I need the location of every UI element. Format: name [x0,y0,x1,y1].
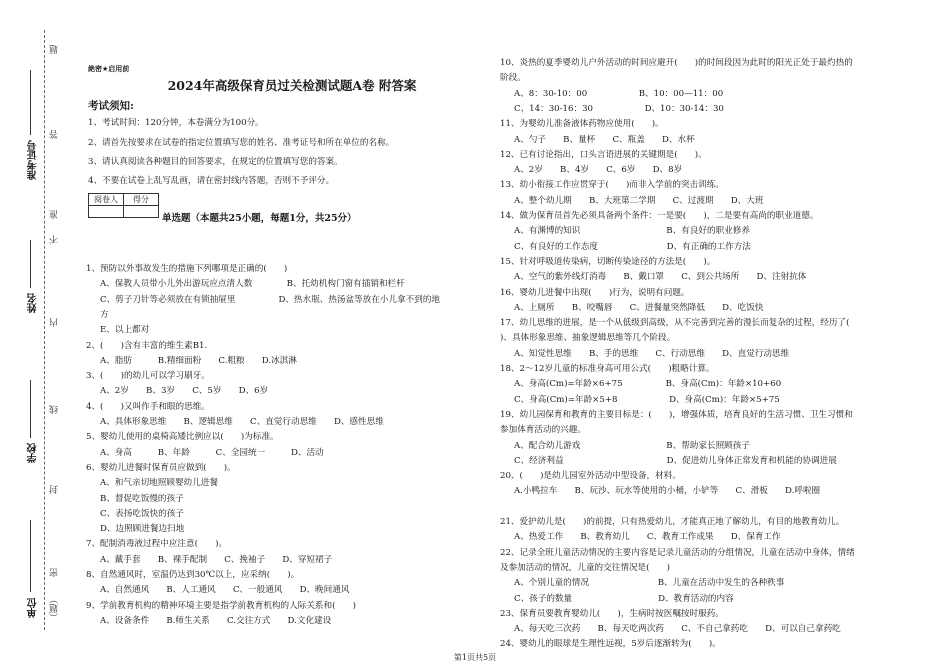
question-line: 13、幼小衔接工作应贯穿于( )而非入学前的突击训练。 [500,180,724,191]
notice-item: 3、请认真阅读各种题目的回答要求，在规定的位置填写您的答案。 [88,157,343,167]
section-title: 单选题（本题共25小题，每题1分，共25分） [162,213,357,224]
question-line: A、戴手套 B、裸手配制 C、挽袖子 D、穿短裙子 [100,554,333,565]
question-line: A、上厕所 B、咬嘴唇 C、进餐量突然降低 D、吃饭快 [514,302,764,313]
margin-mark: 封 [50,485,60,494]
grader-cell[interactable] [89,206,124,218]
margin-mark: 线 [50,405,60,414]
question-line: 20、( )是幼儿园室外活动中型设备，材料。 [500,471,681,482]
name-label: 姓名 [28,293,39,313]
question-line: 11、为婴幼儿准备液体药物应使用( )。 [500,119,664,130]
question-line: 24、婴幼儿的眼球是生理性远视，5岁后逐渐转为( )。 [500,639,721,650]
question-line: C、表扬吃饭快的孩子 [100,508,184,519]
question-line: A、有渊博的知识 B、有良好的职业修养 [514,226,750,237]
question-line: C、14：30-16：30 D、10：30-14：30 [514,103,724,114]
question-line: C、经济利益 D、促进幼儿身体正常发育和机能的协调进展 [514,455,837,466]
question-line: 及参加活动的情况，儿童的交往情况是( ) [500,562,670,573]
question-line: C、孩子的数量 D、教育活动的内容 [514,593,734,604]
question-line: A、2岁 B、3岁 C、5岁 D、6岁 [100,386,269,397]
binding-margin [0,0,60,671]
question-line: C、有良好的工作态度 D、有正确的工作方法 [514,241,751,252]
secret-label: 絶密★启用前 [88,65,130,73]
unit-label: 单位 [28,598,39,618]
page-title: 2024年高级保育员过关检测试题A卷 附答案 [167,78,417,93]
question-line: A、配合幼儿游戏 B、帮助家长照顾孩子 [514,440,750,451]
question-line: A、具体形象思维 B、逻辑思维 C、直觉行动思维 D、感性思维 [100,417,384,427]
seal-line [44,30,45,630]
question-line: C、身高(Cm)=年龄×5+8 D、身高(Cm)：年龄×5+75 [514,394,780,405]
question-line: B、督促吃饭慢的孩子 [100,493,184,504]
question-line: A、8：30-10：00 B、10：00—11：00 [514,88,724,99]
school-label: 学校 [28,443,39,463]
question-line: 16、婴幼儿进餐中出现( )行为，说明有问题。 [500,287,690,298]
question-line: 9、学前教育机构的精神环境主要是指学前教育机构的人际关系和( ) [86,600,356,611]
question-line: 15、针对呼吸道传染病，切断传染途径的方法是( )。 [500,256,716,267]
question-line: )、具体形象思维、抽象逻辑思维等几个阶段。 [500,333,676,344]
unit-field[interactable] [30,520,31,592]
school-field[interactable] [30,380,31,438]
notice-item: 4、不要在试卷上乱写乱画，请在密封线内答题，否则不予评分。 [88,176,335,186]
margin-mark: 密 [50,568,60,577]
question-line: 23、保育员要教育婴幼儿( )，生病时按医嘱按时服药。 [500,608,724,619]
question-line: A、空气的紫外线灯消毒 B、戴口罩 C、到公共场所 D、注射抗体 [514,272,807,283]
question-line: A、和气亲切地照顾婴幼儿进餐 [100,478,218,489]
question-line: 3、( )的幼儿可以学习刷牙。 [86,371,210,382]
margin-mark: 题 [50,45,60,54]
question-line: 22、记录全班儿童活动情况的主要内容是记录儿童活动的分组情况，儿童在活动中身体，情绪 [500,547,855,558]
question-line: 方 [100,309,109,320]
question-line: 8、自然通风时，室温仍达到30℃以上，应采纳( )。 [86,570,300,580]
margin-mark: （题） [50,595,60,622]
question-line: 19、幼儿园保育和教育的主要目标是：( )，增强体质，培育良好的生活习惯、卫生习惯和 [500,409,853,420]
question-line: 5、婴幼儿使用的桌椅高矮比例应以( )为标准。 [86,432,279,443]
question-line: D、边照顾进餐边扫地 [100,524,185,535]
notice-item: 1、考试时间：120分钟，本卷满分为100分。 [88,118,264,128]
margin-mark: 答 [50,130,60,139]
question-line: A、知觉性思维 B、手的思维 C、行动思维 D、直觉行动思维 [514,348,790,359]
question-line: 21、爱护幼儿是( )的前提，只有热爱幼儿，才能真正地了解幼儿，有目的地教育幼儿。 [500,517,845,527]
question-line: A、每天吃三次药 B、每天吃两次药 C、不自己拿药吃 D、可以自己拿药吃 [514,624,841,635]
page-footer: 第1页共5页 [453,653,497,662]
question-line: A、保教人员带小儿外出游玩应点清人数 B、托幼机构门窗有插销和栏杆 [100,279,405,290]
question-line: A、勺子 B、量杯 C、瓶盖 D、水杯 [514,134,695,145]
question-line: A、脂肪 B.精细面粉 C.粗粮 D.冰淇淋 [100,355,297,366]
name-field[interactable] [30,240,31,288]
exam-number-label: 准考证号 [28,140,39,180]
question-line: C、剪子刀针等必须放在有锁抽屉里 D、热水瓶、热汤盆等放在小儿拿不到的地 [100,294,441,305]
question-line: A、身高(Cm)=年龄×6+75 B、身高(Cm)：年龄×10+60 [514,379,782,390]
question-line: 12、已有讨论指出，口头言语进展的关键期是( )。 [500,149,707,160]
grader-label: 阅卷人 [89,194,124,206]
margin-mark: 不 [50,235,60,244]
question-line: 2、( )含有丰富的维生素B1. [86,340,208,351]
question-line: 1、预防以外事故发生的措施下列哪项是正确的( ) [86,264,288,274]
notice-item: 2、请首先按要求在试卷的指定位置填写您的姓名、准考证号和所在单位的名称。 [88,138,395,148]
question-line: A.小鸭拉车 B、玩沙、玩水等使用的小桶，小铲等 C、滑板 D.呼啦圈 [514,486,821,497]
question-line: A、热爱工作 B、教育幼儿 C、教育工作成果 D、保育工作 [514,532,781,543]
exam-number-field[interactable] [30,70,31,135]
question-line: 7、配制消毒液过程中应注意( )。 [86,539,228,550]
score-label: 得分 [124,194,159,206]
score-box [88,193,159,218]
question-line: 阶段。 [500,73,526,84]
question-line: A、自然通风 B、人工通风 C、一般通风 D、晚间通风 [100,585,350,596]
question-line: 18、2～12岁儿童的标准身高可用公式( )粗略计算。 [500,364,715,374]
question-line: E、以上都对 [100,325,150,336]
notice-heading: 考试须知: [88,100,134,112]
margin-mark: 内 [50,318,60,327]
question-line: 参加体育活动的兴趣。 [500,425,586,436]
question-line: 10、炎热的夏季婴幼儿户外活动的时间应避开( )的时间段因为此时的阳光正处于最灼热的 [500,58,853,68]
question-line: 14、做为保育员首先必须具备两个条件：一是要( )，二是要有高尚的职业道德。 [500,211,819,221]
margin-mark: 准 [50,210,60,219]
question-line: A、整个幼儿期 B、大班第二学期 C、过渡期 D、大班 [514,195,764,206]
score-cell[interactable] [124,206,159,218]
question-line: A、个别儿童的情况 B、儿童在活动中发生的各种秩事 [514,578,785,589]
question-line: 6、婴幼儿进餐时保育员应做到( )。 [86,462,236,473]
question-line: A、设备条件 B.师生关系 C.交往方式 D.文化建设 [100,615,332,626]
question-line: A、2岁 B、4岁 C、6岁 D、8岁 [514,165,683,176]
question-line: A、身高 B、年龄 C、全园统一 D、活动 [100,447,324,458]
question-line: 17、幼儿思维的进展，是一个从低级到高级，从不完善到完善的漫长而复杂的过程，经历了( [500,318,867,329]
question-line: 4、( )又叫作手和眼的思维。 [86,401,210,412]
